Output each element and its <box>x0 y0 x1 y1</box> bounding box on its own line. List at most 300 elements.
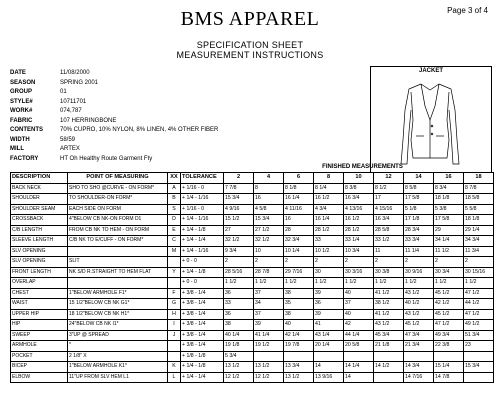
cell-measurement: 1 1/2 <box>344 278 374 289</box>
cell-measurement: 4 9/16 <box>224 204 254 215</box>
column-header-point: POINT OF MEASURING <box>68 173 168 184</box>
cell-tolerance: + 1/4 - 1/8 <box>181 267 224 278</box>
cell-measurement: 7 7/8 <box>224 183 254 194</box>
cell-measurement: 17 5/8 <box>404 194 434 205</box>
cell-measurement: 28 5/8 <box>374 225 404 236</box>
cell-xx: J <box>168 330 181 341</box>
info-value: 11/08/2000 <box>60 70 90 76</box>
cell-measurement: 15 3/4 <box>464 362 494 373</box>
table-row <box>11 204 494 215</box>
info-value: HT Oh Healthy Route Garment Fty <box>60 155 153 162</box>
cell-xx: Y <box>168 267 181 278</box>
cell-point-of-measuring: C/B NK TO E/CUFF - ON FORM* <box>68 236 168 247</box>
column-header-size: 10 <box>344 173 374 184</box>
cell-measurement: 38 <box>284 309 314 320</box>
cell-xx: H <box>168 309 181 320</box>
column-header-size: 8 <box>314 173 344 184</box>
cell-measurement: 38 <box>224 320 254 331</box>
cell-measurement: 10 1/4 <box>284 246 314 257</box>
cell-measurement <box>464 351 494 362</box>
cell-measurement: 11 1/2 <box>434 246 464 257</box>
info-row <box>10 117 218 127</box>
cell-measurement <box>374 351 404 362</box>
cell-point-of-measuring: 1"BELOW ARMHOLE K1* <box>68 362 168 373</box>
cell-measurement: 8 1/8 <box>284 183 314 194</box>
cell-measurement: 30 3/8 <box>374 267 404 278</box>
cell-measurement: 14 7/16 <box>404 372 434 383</box>
cell-tolerance: + 1/4 - 1/4 <box>181 372 224 383</box>
cell-measurement: 32 1/2 <box>224 236 254 247</box>
info-key: DATE <box>10 70 26 76</box>
cell-measurement <box>404 351 434 362</box>
cell-measurement: 2 <box>254 257 284 268</box>
cell-measurement: 47 1/2 <box>464 309 494 320</box>
cell-xx: L <box>168 372 181 383</box>
cell-measurement: 5 5/8 <box>464 204 494 215</box>
table-row <box>11 225 494 236</box>
cell-point-of-measuring: 18 1/2"BELOW CB NK H1* <box>68 309 168 320</box>
garment-label: JACKET <box>418 68 443 74</box>
cell-measurement: 16 1/2 <box>344 215 374 226</box>
cell-measurement: 8 1/2 <box>374 183 404 194</box>
cell-measurement: 15 1/2 <box>224 215 254 226</box>
cell-measurement: 2 <box>224 257 254 268</box>
cell-measurement: 14 <box>344 372 374 383</box>
cell-measurement: 15 3/4 <box>224 194 254 205</box>
cell-point-of-measuring: SLIT <box>68 257 168 268</box>
cell-measurement: 42 1/2 <box>434 299 464 310</box>
cell-measurement: 49 3/4 <box>434 330 464 341</box>
cell-measurement: 33 <box>314 236 344 247</box>
info-key: CONTENTS <box>10 127 43 133</box>
info-value: 107 HERRINGBONE <box>60 117 117 124</box>
cell-xx: B <box>168 194 181 205</box>
cell-measurement: 41 1/4 <box>254 330 284 341</box>
cell-tolerance: + 3/8 - 1/4 <box>181 320 224 331</box>
cell-tolerance: + 1/4 - 1/8 <box>181 225 224 236</box>
cell-xx: F <box>168 288 181 299</box>
cell-measurement: 8 5/8 <box>404 183 434 194</box>
cell-description: POCKET <box>11 351 68 362</box>
cell-measurement: 40 <box>284 320 314 331</box>
page-number: Page 3 of 4 <box>447 6 488 15</box>
cell-point-of-measuring: 11"UP FROM SLV HEM L1 <box>68 372 168 383</box>
cell-measurement: 10 1/2 <box>314 246 344 257</box>
cell-measurement: 33 3/4 <box>404 236 434 247</box>
info-value: ARTEX <box>60 146 80 152</box>
table-row <box>11 288 494 299</box>
jacket-sketch-icon <box>383 80 478 168</box>
cell-measurement: 16 <box>284 215 314 226</box>
cell-description: SWEEP <box>11 330 68 341</box>
cell-measurement: 15 1/4 <box>434 362 464 373</box>
cell-point-of-measuring: EACH SIDE ON FORM <box>68 204 168 215</box>
cell-tolerance: + 0 - 0 <box>181 278 224 289</box>
cell-measurement: 16 1/4 <box>314 215 344 226</box>
column-header-size: 14 <box>404 173 434 184</box>
cell-measurement: 37 <box>344 299 374 310</box>
cell-tolerance: + 1/4 - 1/16 <box>181 194 224 205</box>
cell-xx <box>168 278 181 289</box>
info-row <box>10 126 218 136</box>
cell-measurement: 20 5/8 <box>344 341 374 352</box>
cell-measurement: 16 1/4 <box>284 194 314 205</box>
table-row <box>11 299 494 310</box>
cell-measurement: 39 <box>254 320 284 331</box>
cell-measurement: 45 3/4 <box>374 330 404 341</box>
cell-description: SLV OPENING <box>11 257 68 268</box>
cell-measurement: 16 1/2 <box>314 194 344 205</box>
cell-measurement: 42 <box>344 320 374 331</box>
cell-measurement: 8 3/8 <box>344 183 374 194</box>
cell-measurement: 30 <box>314 267 344 278</box>
cell-measurement: 2 <box>284 257 314 268</box>
cell-measurement: 45 1/2 <box>404 320 434 331</box>
info-value: 074,787 <box>60 108 82 114</box>
cell-description: SLV OPENING <box>11 246 68 257</box>
cell-tolerance: + 3/8 - 1/4 <box>181 341 224 352</box>
cell-measurement: 32 1/2 <box>254 236 284 247</box>
cell-measurement: 2 <box>344 257 374 268</box>
cell-measurement: 4 3/4 <box>314 204 344 215</box>
cell-measurement: 23 <box>464 341 494 352</box>
cell-tolerance: + 1/4 - 1/8 <box>181 362 224 373</box>
cell-tolerance: + 1/16 - 0 <box>181 204 224 215</box>
cell-tolerance: + 3/8 - 1/4 <box>181 299 224 310</box>
cell-point-of-measuring: 1"BELOW ARMHOLE F1* <box>68 288 168 299</box>
cell-measurement: 28 1/2 <box>344 225 374 236</box>
cell-point-of-measuring: SHO TO SHO @CURVE - ON FORM* <box>68 183 168 194</box>
cell-measurement: 47 1/2 <box>434 320 464 331</box>
info-value: 58/59 <box>60 136 76 143</box>
cell-measurement: 5 3/8 <box>434 204 464 215</box>
info-row <box>10 98 218 108</box>
cell-point-of-measuring <box>68 246 168 257</box>
cell-measurement: 43 1/4 <box>314 330 344 341</box>
cell-measurement: 10 3/4 <box>344 246 374 257</box>
cell-measurement: 36 <box>314 299 344 310</box>
cell-measurement: 29 1/4 <box>464 225 494 236</box>
cell-measurement: 28 3/4 <box>404 225 434 236</box>
cell-measurement <box>254 351 284 362</box>
info-row <box>10 88 218 98</box>
cell-tolerance: + 0 - 0 <box>181 257 224 268</box>
cell-measurement: 43 1/2 <box>404 288 434 299</box>
cell-measurement: 34 3/4 <box>464 236 494 247</box>
cell-measurement: 5 3/4 <box>224 351 254 362</box>
cell-measurement: 1 1/2 <box>254 278 284 289</box>
cell-point-of-measuring: FROM CB NK TO HEM - ON FORM <box>68 225 168 236</box>
cell-description: CHEST <box>11 288 68 299</box>
cell-xx: C <box>168 236 181 247</box>
cell-measurement: 20 1/4 <box>314 341 344 352</box>
cell-measurement: 29 <box>434 225 464 236</box>
cell-measurement: 45 1/2 <box>434 309 464 320</box>
cell-measurement: 1 1/2 <box>284 278 314 289</box>
cell-measurement: 12 1/2 <box>224 372 254 383</box>
cell-measurement: 42 1/4 <box>284 330 314 341</box>
cell-measurement: 37 <box>254 288 284 299</box>
cell-measurement: 33 1/4 <box>344 236 374 247</box>
cell-measurement <box>284 351 314 362</box>
cell-tolerance: + 3/8 - 1/4 <box>181 330 224 341</box>
cell-point-of-measuring: * <box>68 341 168 352</box>
cell-measurement: 17 1/8 <box>404 215 434 226</box>
table-row <box>11 341 494 352</box>
cell-xx: K <box>168 362 181 373</box>
cell-measurement: 34 1/4 <box>434 236 464 247</box>
cell-measurement: 14 7/8 <box>434 372 464 383</box>
cell-measurement: 38 1/2 <box>374 299 404 310</box>
cell-measurement: 13 1/2 <box>284 372 314 383</box>
cell-xx: S <box>168 204 181 215</box>
cell-measurement <box>374 372 404 383</box>
cell-measurement: 22 3/8 <box>434 341 464 352</box>
cell-measurement: 36 <box>224 309 254 320</box>
cell-description: HIP <box>11 320 68 331</box>
cell-description: SHOULDER <box>11 194 68 205</box>
document-subtitle-2: MEASUREMENT INSTRUCTIONS <box>176 50 324 60</box>
cell-measurement: 21 3/4 <box>404 341 434 352</box>
cell-xx: M <box>168 246 181 257</box>
cell-tolerance: + 3/8 - 1/4 <box>181 288 224 299</box>
cell-description: UPPER HIP <box>11 309 68 320</box>
cell-measurement: 36 <box>224 288 254 299</box>
cell-measurement: 37 <box>254 309 284 320</box>
info-value: SPRING 2001 <box>60 79 99 86</box>
cell-point-of-measuring: 2 1/8" X <box>68 351 168 362</box>
cell-xx: D <box>168 215 181 226</box>
cell-xx <box>168 351 181 362</box>
cell-measurement: 17 <box>374 194 404 205</box>
cell-description: C/B LENGTH <box>11 225 68 236</box>
cell-measurement: 18 5/8 <box>464 194 494 205</box>
cell-measurement: 13 3/4 <box>284 362 314 373</box>
cell-measurement: 32 3/4 <box>284 236 314 247</box>
cell-measurement: 2 <box>434 257 464 268</box>
cell-measurement <box>344 351 374 362</box>
column-header-size: 12 <box>374 173 404 184</box>
cell-measurement: 15 3/4 <box>254 215 284 226</box>
cell-measurement: 28 5/16 <box>224 267 254 278</box>
cell-measurement: 30 15/16 <box>464 267 494 278</box>
info-row <box>10 155 218 165</box>
cell-measurement: 27 <box>224 225 254 236</box>
cell-measurement <box>314 351 344 362</box>
cell-measurement: 4 13/16 <box>344 204 374 215</box>
cell-measurement: 1 1/2 <box>374 278 404 289</box>
column-header-size: 2 <box>224 173 254 184</box>
cell-measurement: 16 3/4 <box>344 194 374 205</box>
cell-measurement: 18 1/8 <box>464 215 494 226</box>
cell-measurement: 33 <box>224 299 254 310</box>
cell-point-of-measuring: 15 1/2"BELOW CB NK G1* <box>68 299 168 310</box>
cell-measurement: 11 <box>374 246 404 257</box>
column-header-size: 16 <box>434 173 464 184</box>
info-row <box>10 69 218 79</box>
cell-measurement: 10 <box>254 246 284 257</box>
info-key: STYLE# <box>10 98 33 105</box>
table-row <box>11 372 494 383</box>
cell-measurement: 16 3/4 <box>374 215 404 226</box>
table-row <box>11 215 494 226</box>
cell-description: OVERLAP <box>11 278 68 289</box>
info-key: SEASON <box>10 79 36 86</box>
cell-description: ARMHOLE <box>11 341 68 352</box>
cell-measurement: 30 9/16 <box>404 267 434 278</box>
cell-measurement: 14 1/4 <box>344 362 374 373</box>
cell-xx: E <box>168 225 181 236</box>
info-value: 10711701 <box>60 98 87 105</box>
cell-measurement: 1 1/2 <box>224 278 254 289</box>
cell-measurement: 47 1/2 <box>464 288 494 299</box>
table-row <box>11 330 494 341</box>
cell-tolerance: + 1/4 - 1/4 <box>181 236 224 247</box>
cell-measurement: 2 <box>464 257 494 268</box>
cell-measurement: 8 3/4 <box>434 183 464 194</box>
cell-measurement <box>464 372 494 383</box>
cell-measurement: 4 11/16 <box>284 204 314 215</box>
cell-measurement: 14 3/4 <box>404 362 434 373</box>
cell-point-of-measuring: 24"BELOW CB NK I1* <box>68 320 168 331</box>
info-key: MILL <box>10 146 24 152</box>
info-key: FABRIC <box>10 117 33 124</box>
cell-measurement: 34 <box>254 299 284 310</box>
info-key: WIDTH <box>10 136 30 143</box>
cell-measurement: 28 7/8 <box>254 267 284 278</box>
cell-measurement: 51 3/4 <box>464 330 494 341</box>
cell-measurement: 38 <box>284 288 314 299</box>
info-key: GROUP <box>10 89 33 95</box>
column-header-description: DESCRIPTION <box>11 173 68 184</box>
cell-tolerance: + 1/4 - 1/16 <box>181 215 224 226</box>
cell-measurement: 13 1/2 <box>254 362 284 373</box>
column-header-size: 4 <box>254 173 284 184</box>
cell-measurement: 1 1/2 <box>434 278 464 289</box>
cell-measurement: 43 1/2 <box>404 309 434 320</box>
cell-measurement: 2 <box>404 257 434 268</box>
style-info-block <box>10 69 218 164</box>
table-row <box>11 267 494 278</box>
cell-measurement: 41 1/2 <box>374 288 404 299</box>
measurement-table <box>10 172 494 383</box>
cell-tolerance: + 1/4 - 1/16 <box>181 246 224 257</box>
column-header-size: 18 <box>464 173 494 184</box>
cell-measurement: 40 1/2 <box>404 299 434 310</box>
cell-tolerance: + 1/16 - 0 <box>181 183 224 194</box>
table-row <box>11 183 494 194</box>
cell-description: SHOULDER SEAM <box>11 204 68 215</box>
column-header-tolerance: TOLERANCE <box>181 173 224 184</box>
cell-description: BACK NECK <box>11 183 68 194</box>
cell-point-of-measuring: 4"BELOW CB NK-ON FORM D1 <box>68 215 168 226</box>
cell-measurement: 2 <box>314 257 344 268</box>
cell-measurement: 19 1/2 <box>254 341 284 352</box>
info-row <box>10 107 218 117</box>
table-row <box>11 194 494 205</box>
document-subtitle: SPECIFICATION SHEET <box>196 40 304 50</box>
cell-measurement: 1 1/2 <box>314 278 344 289</box>
info-row <box>10 136 218 146</box>
cell-measurement: 8 7/8 <box>464 183 494 194</box>
cell-measurement: 28 1/2 <box>314 225 344 236</box>
info-key: FACTORY <box>10 155 39 162</box>
info-row <box>10 79 218 89</box>
cell-point-of-measuring: TO SHOULDER-ON FORM* <box>68 194 168 205</box>
cell-measurement: 35 <box>284 299 314 310</box>
cell-measurement: 12 1/2 <box>254 372 284 383</box>
table-row <box>11 236 494 247</box>
cell-measurement: 14 <box>314 362 344 373</box>
cell-measurement: 27 1/2 <box>254 225 284 236</box>
cell-measurement: 40 <box>344 288 374 299</box>
cell-measurement: 17 5/8 <box>434 215 464 226</box>
cell-description: ELBOW <box>11 372 68 383</box>
cell-description: FRONT LENGTH <box>11 267 68 278</box>
cell-measurement: 11 1/4 <box>404 246 434 257</box>
brand-title: BMS APPAREL <box>180 8 320 30</box>
cell-measurement: 13 1/2 <box>224 362 254 373</box>
cell-measurement: 41 1/2 <box>374 309 404 320</box>
cell-measurement: 49 1/2 <box>464 320 494 331</box>
cell-measurement: 39 <box>314 309 344 320</box>
finished-measurements-title: FINISHED MEASUREMENTS <box>322 164 403 170</box>
info-value: 01 <box>60 89 67 95</box>
cell-measurement: 30 3/4 <box>434 267 464 278</box>
table-row <box>11 320 494 331</box>
cell-measurement: 47 3/4 <box>404 330 434 341</box>
cell-measurement <box>434 351 464 362</box>
table-row <box>11 257 494 268</box>
cell-description: SLEEVE LENGTH <box>11 236 68 247</box>
cell-measurement: 8 1/4 <box>314 183 344 194</box>
table-row <box>11 309 494 320</box>
cell-xx <box>168 341 181 352</box>
cell-measurement: 8 <box>254 183 284 194</box>
cell-description: WAIST <box>11 299 68 310</box>
cell-measurement: 2 <box>374 257 404 268</box>
cell-tolerance: + 3/8 - 1/4 <box>181 309 224 320</box>
cell-measurement: 33 1/2 <box>374 236 404 247</box>
cell-point-of-measuring <box>68 278 168 289</box>
column-header-size: 6 <box>284 173 314 184</box>
cell-point-of-measuring: 3"UP @ SPREAD <box>68 330 168 341</box>
cell-measurement: 19 7/8 <box>284 341 314 352</box>
cell-measurement: 29 7/16 <box>284 267 314 278</box>
table-row <box>11 362 494 373</box>
cell-measurement: 9 3/4 <box>224 246 254 257</box>
cell-measurement: 1 1/2 <box>404 278 434 289</box>
cell-measurement: 45 1/2 <box>434 288 464 299</box>
info-key: WORK# <box>10 108 33 114</box>
cell-measurement: 19 1/8 <box>224 341 254 352</box>
cell-measurement: 28 <box>284 225 314 236</box>
cell-xx: G <box>168 299 181 310</box>
cell-measurement: 13 9/16 <box>314 372 344 383</box>
info-value: 70% CUPRO, 10% NYLON, 8% LINEN, 4% OTHER FIBER <box>60 127 219 133</box>
cell-measurement: 44 1/4 <box>344 330 374 341</box>
cell-measurement: 16 <box>254 194 284 205</box>
cell-measurement: 44 1/2 <box>464 299 494 310</box>
cell-point-of-measuring: NK S/D R.STRAIGHT TO HEM FLAT <box>68 267 168 278</box>
table-row <box>11 246 494 257</box>
cell-measurement: 40 1/4 <box>224 330 254 341</box>
table-row <box>11 278 494 289</box>
cell-measurement: 21 1/8 <box>374 341 404 352</box>
cell-measurement: 5 1/8 <box>404 204 434 215</box>
info-row <box>10 145 218 155</box>
cell-measurement: 18 1/8 <box>434 194 464 205</box>
